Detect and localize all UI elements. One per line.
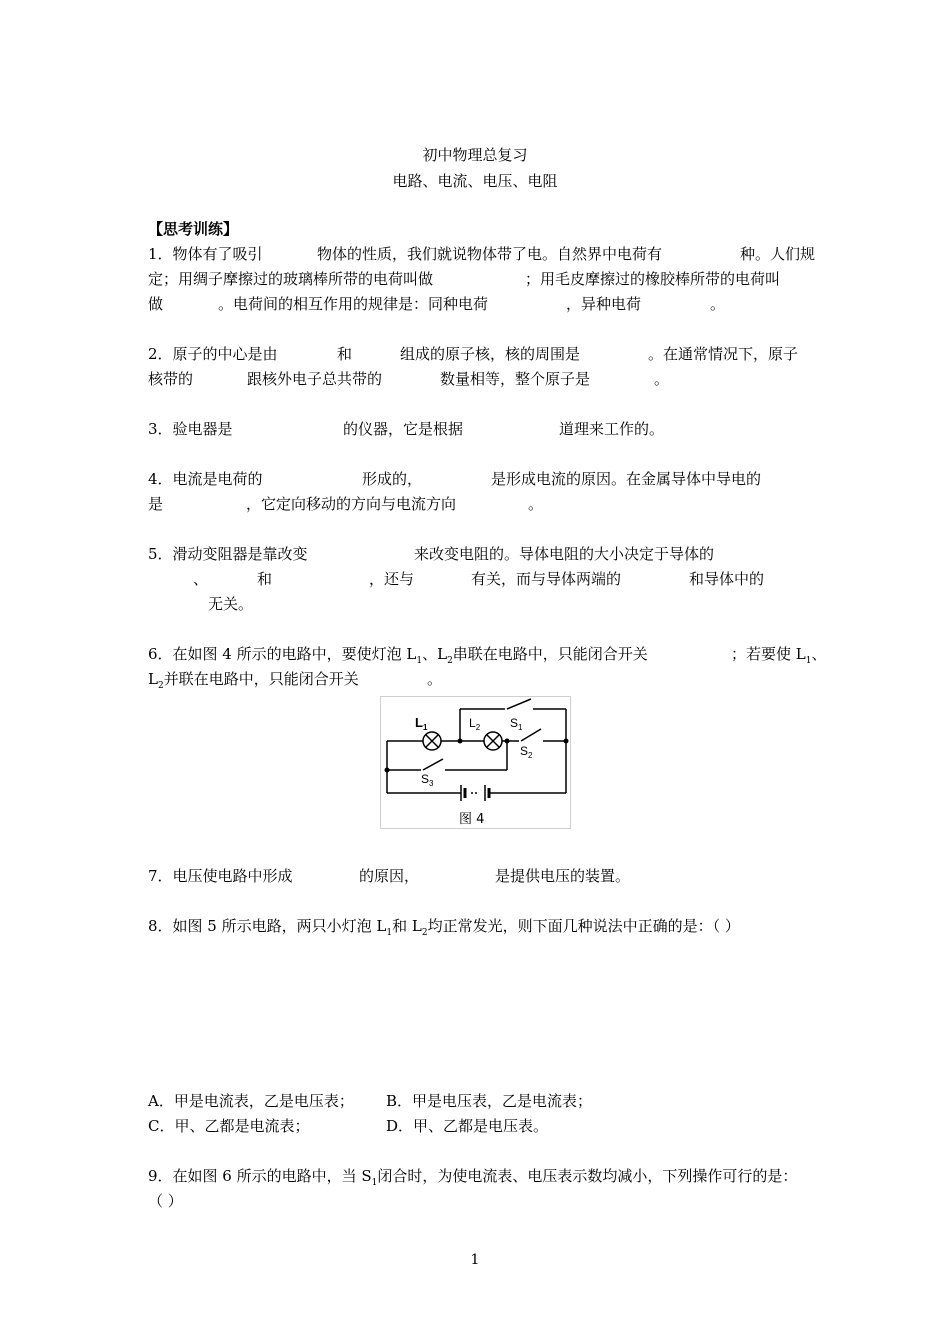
q9-line2: （ ） — [148, 1192, 183, 1210]
junction-dots — [385, 739, 569, 773]
circuit-diagram — [381, 697, 570, 828]
doc-subtitle: 电路、电流、电压、电阻 — [392, 172, 558, 190]
label-S3: $S_3$ — [421, 772, 434, 788]
q5-line1-a: 5．滑动变阻器是靠改变 — [148, 545, 308, 563]
figure-4-circuit — [380, 696, 571, 829]
q8-option-d: D．甲、乙都是电压表。 — [386, 1117, 549, 1135]
q4-line2-c: 。 — [528, 495, 544, 513]
q4-line2-a: 是 — [148, 495, 164, 513]
q4-line1-b: 形成的， — [362, 470, 423, 488]
q2-line2-a: 核带的 — [148, 370, 194, 388]
q1-line2-b: ；用毛皮摩擦过的橡胶棒所带的电荷叫 — [525, 270, 781, 288]
q5-line2-c: ，还与 — [369, 570, 415, 588]
q7-a: 7．电压使电路中形成 — [148, 867, 293, 885]
page-number: 1 — [470, 1252, 480, 1268]
q6-line1-a: 6．在如图 4 所示的电路中，要使灯泡 $L_1$、$L_2$串联在电路中，只能闭合开关 — [148, 645, 648, 666]
q7-b: 的原因， — [359, 867, 420, 885]
switch-S1-blade — [507, 699, 531, 709]
section-heading: 【思考训练】 — [148, 220, 239, 238]
q2-line2-b: 跟核外电子总共带的 — [247, 370, 383, 388]
q2-line1-d: 。在通常情况下，原子 — [648, 345, 799, 363]
switch-S2-blade — [521, 729, 541, 741]
q5-line2-d: 有关，而与导体两端的 — [471, 570, 622, 588]
q3-a: 3．验电器是 — [148, 420, 233, 438]
q1-line3-c: ，异种电荷 — [566, 295, 642, 313]
battery-icon — [461, 785, 489, 801]
q6-line2-c: 。 — [427, 670, 443, 688]
q5-line2-e: 和导体中的 — [689, 570, 765, 588]
q8-option-c: C．甲、乙都是电流表； — [148, 1117, 310, 1135]
q3-c: 道理来工作的。 — [559, 420, 665, 438]
lamp-L2-icon — [484, 732, 502, 750]
lamp-L1-icon — [423, 732, 441, 750]
q3-b: 的仪器，它是根据 — [343, 420, 464, 438]
q2-line1-c: 组成的原子核，核的周围是 — [400, 345, 581, 363]
label-L2: $L_2$ — [469, 716, 481, 732]
q6-line2-a: $L_2$并联在电路中，只能闭合开关 — [148, 670, 359, 691]
q4-line1-c: 是形成电流的原因。在金属导体中导电的 — [491, 470, 762, 488]
q8-stem: 8．如图 5 所示电路，两只小灯泡 $L_1$和 $L_2$均正常发光，则下面几种说法中正确的是：（ ） — [148, 917, 740, 938]
q1-line1-b: 物体的性质，我们就说物体带了电。自然界中电荷有 — [317, 245, 663, 263]
q1-line1-c: 种。人们规 — [740, 245, 816, 263]
q4-line1-a: 4．电流是电荷的 — [148, 470, 263, 488]
q2-line2-c: 数量相等，整个原子是 — [440, 370, 591, 388]
q9-stem: 9．在如图 6 所示的电路中，当 $S_1$闭合时，为使电流表、电压表示数均减小，下列操作可行的是： — [148, 1167, 798, 1188]
q1-line1-a: 1．物体有了吸引 — [148, 245, 263, 263]
q6-line1-c: ；若要使 $L_1$、 — [731, 645, 827, 666]
doc-title: 初中物理总复习 — [422, 146, 528, 164]
figure-caption: 图 4 — [459, 812, 485, 827]
q8-option-b: B．甲是电压表，乙是电流表； — [386, 1092, 593, 1110]
q2-line1-b: 和 — [337, 345, 353, 363]
q5-line1-b: 来改变电阻的。导体电阻的大小决定于导体的 — [414, 545, 715, 563]
q2-line2-d: 。 — [654, 370, 670, 388]
label-S1: $S_1$ — [510, 716, 523, 732]
q7-c: 是提供电压的装置。 — [495, 867, 631, 885]
q1-line3-b: 。电荷间的相互作用的规律是：同种电荷 — [218, 295, 489, 313]
label-S2: $S_2$ — [520, 744, 533, 760]
switch-S3-blade — [423, 759, 443, 770]
q1-line3-d: 。 — [710, 295, 726, 313]
q1-line2-a: 定；用绸子摩擦过的玻璃棒所带的电荷叫做 — [148, 270, 434, 288]
label-L1: $L_1$ — [415, 715, 428, 732]
q1-line3-a: 做 — [148, 295, 164, 313]
q5-line2-b: 和 — [257, 570, 273, 588]
q5-line3-a: 无关。 — [208, 595, 254, 613]
q4-line2-b: ，它定向移动的方向与电流方向 — [246, 495, 457, 513]
q2-line1-a: 2．原子的中心是由 — [148, 345, 278, 363]
q8-option-a: A．甲是电流表，乙是电压表； — [148, 1092, 354, 1110]
q5-line2-a: 、 — [193, 570, 209, 588]
